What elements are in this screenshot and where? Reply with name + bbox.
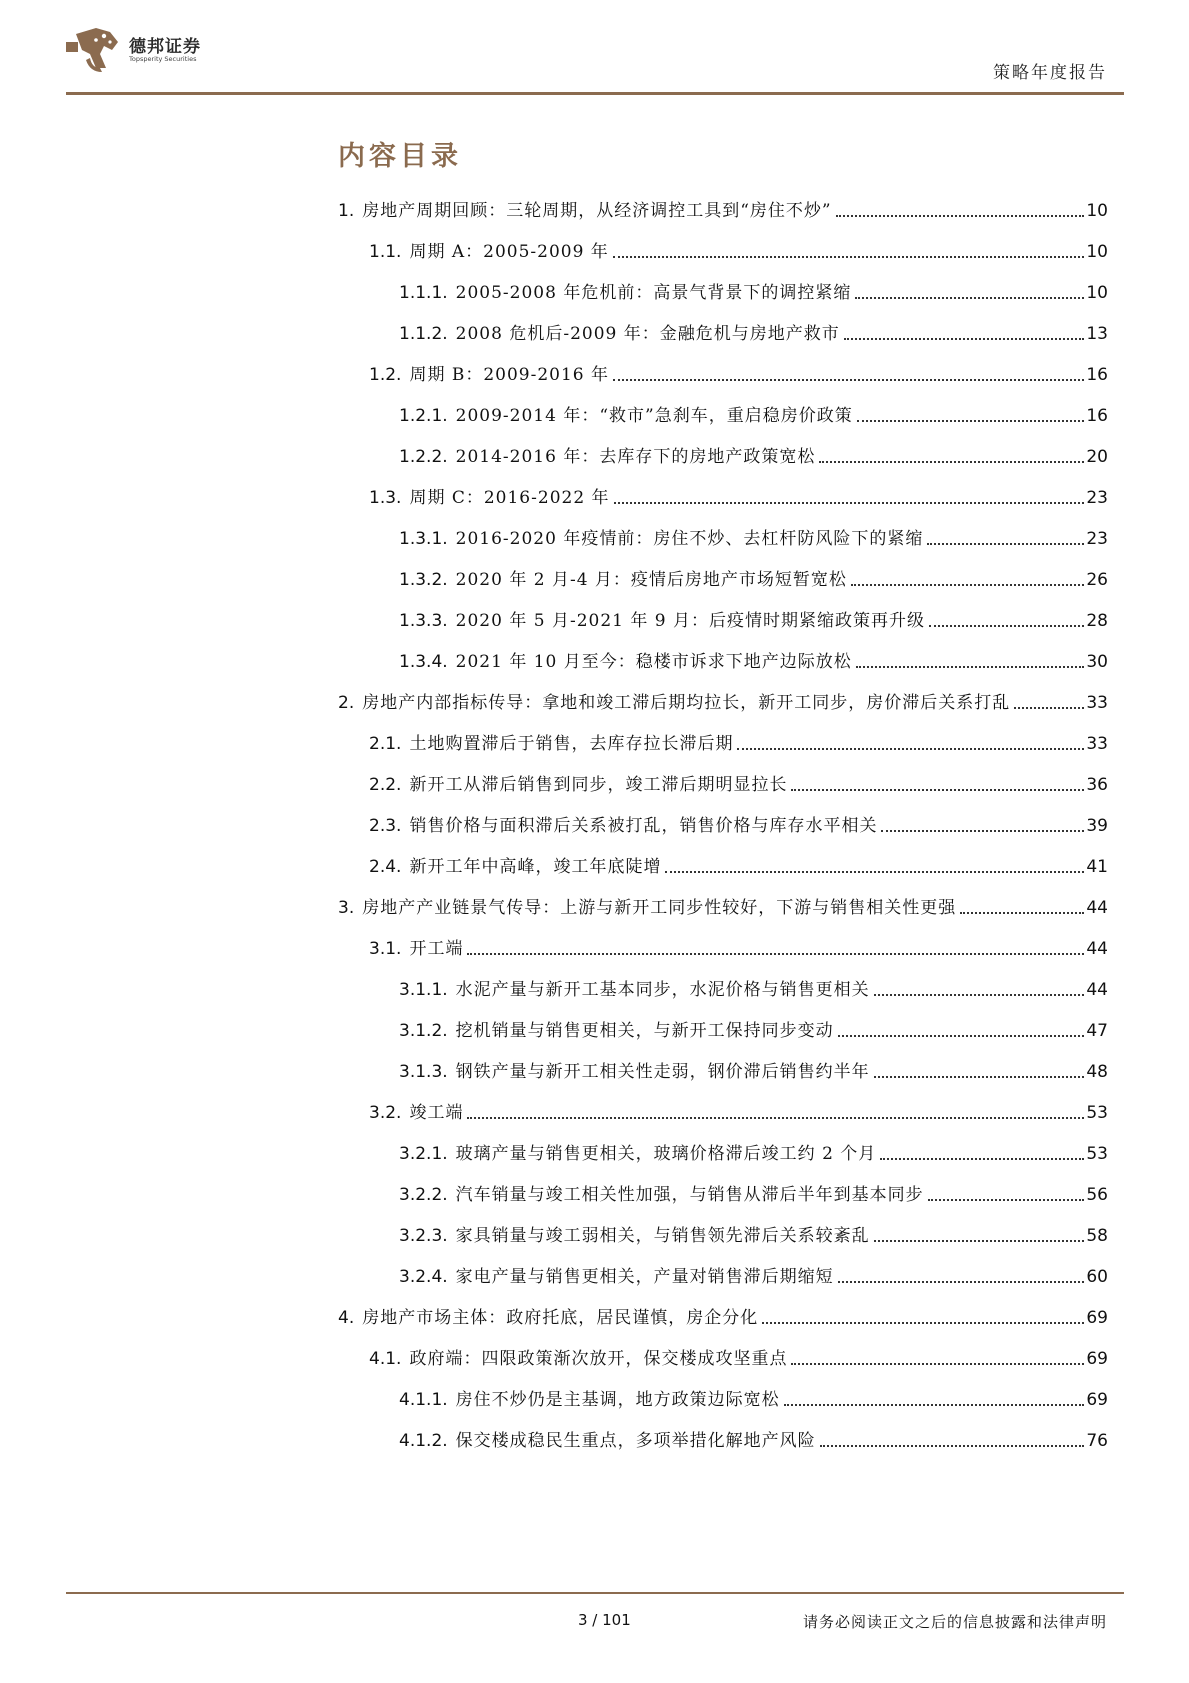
- toc-entry[interactable]: [338, 1299, 1108, 1329]
- toc-entry-page: 69: [1086, 1349, 1108, 1369]
- toc-dot-leader: [960, 912, 1084, 914]
- toc-entry[interactable]: [399, 1422, 1108, 1452]
- toc-entry-title: 周期 A：2005-2009 年: [409, 242, 609, 262]
- toc-dot-leader: [614, 502, 1085, 504]
- toc-entry-title: 开工端: [409, 939, 464, 959]
- toc-entry-page: 41: [1086, 857, 1108, 877]
- toc-entry[interactable]: [369, 930, 1108, 960]
- toc-entry-page: 33: [1086, 693, 1108, 713]
- toc-dot-leader: [857, 420, 1085, 422]
- toc-dot-leader: [874, 1240, 1085, 1242]
- toc-entry-title: 玻璃产量与销售更相关，玻璃价格滞后竣工约 2 个月: [455, 1144, 877, 1164]
- toc-entry-number: 2.4.: [369, 857, 402, 877]
- toc-entry-title: 挖机销量与销售更相关，与新开工保持同步变动: [455, 1021, 834, 1041]
- toc-entry-title: 销售价格与面积滞后关系被打乱，销售价格与库存水平相关: [409, 816, 878, 836]
- toc-dot-leader: [820, 1445, 1085, 1447]
- toc-entry-page: 23: [1086, 488, 1108, 508]
- toc-entry-number: 1.2.: [369, 365, 402, 385]
- toc-dot-leader: [844, 338, 1085, 340]
- toc-entry-title: 房地产周期回顾：三轮周期，从经济调控工具到“房住不炒”: [362, 201, 832, 221]
- header-divider: [66, 92, 1124, 95]
- toc-entry-title: 2008 危机后-2009 年：金融危机与房地产救市: [455, 324, 840, 344]
- toc-entry-number: 3.1.: [369, 939, 402, 959]
- horse-head-logo-icon: [66, 24, 124, 76]
- toc-entry-number: 3.1.2.: [399, 1021, 448, 1041]
- toc-entry-number: 3.2.: [369, 1103, 402, 1123]
- toc-entry-page: 56: [1086, 1185, 1108, 1205]
- toc-entry-title: 水泥产量与新开工基本同步，水泥价格与销售更相关: [455, 980, 870, 1000]
- toc-entry[interactable]: [399, 1135, 1108, 1165]
- company-name-cn: 德邦证券: [129, 37, 201, 57]
- toc-dot-leader: [613, 256, 1085, 258]
- toc-dot-leader: [856, 666, 1085, 668]
- toc-entry[interactable]: [399, 397, 1108, 427]
- toc-entry-title: 家具销量与竣工弱相关，与销售领先滞后关系较紊乱: [455, 1226, 870, 1246]
- toc-entry-number: 4.: [338, 1308, 355, 1328]
- toc-dot-leader: [874, 994, 1085, 996]
- toc-entry-title: 2020 年 5 月-2021 年 9 月：后疫情时期紧缩政策再升级: [455, 611, 925, 631]
- toc-dot-leader: [791, 789, 1084, 791]
- toc-entry-title: 竣工端: [409, 1103, 464, 1123]
- toc-entry-title: 2009-2014 年：“救市”急刹车，重启稳房价政策: [455, 406, 853, 426]
- toc-title: 内容目录: [338, 141, 462, 172]
- company-logo: [66, 24, 266, 84]
- toc-dot-leader: [1014, 707, 1084, 709]
- toc-dot-leader: [928, 1199, 1085, 1201]
- toc-entry-title: 房住不炒仍是主基调，地方政策边际宽松: [455, 1390, 780, 1410]
- toc-entry-title: 土地购置滞后于销售，去库存拉长滞后期: [409, 734, 734, 754]
- footer-divider: [66, 1592, 1124, 1594]
- toc-entry[interactable]: [369, 766, 1108, 796]
- toc-dot-leader: [851, 584, 1084, 586]
- toc-entry[interactable]: [399, 1381, 1108, 1411]
- toc-entry[interactable]: [369, 807, 1108, 837]
- toc-entry-page: 36: [1086, 775, 1108, 795]
- toc-dot-leader: [784, 1404, 1085, 1406]
- toc-entry-number: 1.2.2.: [399, 447, 448, 467]
- toc-entry-number: 4.1.1.: [399, 1390, 448, 1410]
- toc-entry[interactable]: [369, 1094, 1108, 1124]
- toc-entry[interactable]: [369, 1340, 1108, 1370]
- toc-entry-number: 1.3.3.: [399, 611, 448, 631]
- toc-entry-title: 2020 年 2 月-4 月：疫情后房地产市场短暂宽松: [455, 570, 847, 590]
- toc-dot-leader: [762, 1322, 1084, 1324]
- toc-dot-leader: [927, 543, 1084, 545]
- toc-dot-leader: [836, 215, 1085, 217]
- toc-dot-leader: [881, 830, 1084, 832]
- toc-entry-number: 1.2.1.: [399, 406, 448, 426]
- toc-entry-title: 周期 B：2009-2016 年: [409, 365, 610, 385]
- toc-entry-title: 家电产量与销售更相关，产量对销售滞后期缩短: [455, 1267, 834, 1287]
- report-type: 策略年度报告: [993, 63, 1107, 83]
- toc-entry[interactable]: [338, 192, 1108, 222]
- toc-entry-page: 13: [1086, 324, 1108, 344]
- toc-entry[interactable]: [338, 684, 1108, 714]
- toc-entry-title: 2021 年 10 月至今：稳楼市诉求下地产边际放松: [455, 652, 852, 672]
- toc-entry-number: 3.1.1.: [399, 980, 448, 1000]
- toc-entry-title: 钢铁产量与新开工相关性走弱，钢价滞后销售约半年: [455, 1062, 870, 1082]
- toc-entry-number: 3.2.1.: [399, 1144, 448, 1164]
- toc-entry-page: 47: [1086, 1021, 1108, 1041]
- toc-entry-number: 3.2.4.: [399, 1267, 448, 1287]
- toc-entry[interactable]: [369, 848, 1108, 878]
- toc-entry[interactable]: [399, 1176, 1108, 1206]
- toc-dot-leader: [467, 953, 1084, 955]
- footer-disclaimer: 请务必阅读正文之后的信息披露和法律声明: [802, 1613, 1107, 1631]
- toc-entry-page: 60: [1086, 1267, 1108, 1287]
- toc-entry-title: 新开工从滞后销售到同步，竣工滞后期明显拉长: [409, 775, 788, 795]
- toc-entry-title: 2005-2008 年危机前：高景气背景下的调控紧缩: [455, 283, 852, 303]
- toc-entry-title: 房地产市场主体：政府托底，居民谨慎，房企分化: [362, 1308, 759, 1328]
- toc-entry-title: 保交楼成稳民生重点，多项举措化解地产风险: [455, 1431, 816, 1451]
- toc-entry[interactable]: [399, 561, 1108, 591]
- toc-entry-number: 2.2.: [369, 775, 402, 795]
- toc-entry-number: 2.: [338, 693, 355, 713]
- toc-entry-title: 房地产产业链景气传导：上游与新开工同步性较好，下游与销售相关性更强: [362, 898, 957, 918]
- toc-entry-title: 2014-2016 年：去库存下的房地产政策宽松: [455, 447, 816, 467]
- toc-entry-number: 1.3.4.: [399, 652, 448, 672]
- toc-entry[interactable]: [399, 520, 1108, 550]
- toc-entry[interactable]: [399, 1217, 1108, 1247]
- toc-entry-number: 1.3.: [369, 488, 402, 508]
- toc-dot-leader: [838, 1281, 1085, 1283]
- toc-entry-page: 23: [1086, 529, 1108, 549]
- toc-dot-leader: [874, 1076, 1085, 1078]
- toc-entry-number: 1.: [338, 201, 355, 221]
- page-header: [0, 0, 1189, 100]
- toc-entry-page: 20: [1086, 447, 1108, 467]
- toc-entry-page: 58: [1086, 1226, 1108, 1246]
- toc-entry[interactable]: [369, 479, 1108, 509]
- toc-dot-leader: [880, 1158, 1084, 1160]
- toc-entry-page: 26: [1086, 570, 1108, 590]
- toc-entry-number: 3.1.3.: [399, 1062, 448, 1082]
- toc-entry-page: 16: [1086, 406, 1108, 426]
- toc-entry-page: 10: [1086, 283, 1108, 303]
- toc-entry-page: 39: [1086, 816, 1108, 836]
- toc-entry[interactable]: [369, 233, 1108, 263]
- toc-entry[interactable]: [399, 1053, 1108, 1083]
- toc-entry-page: 69: [1086, 1390, 1108, 1410]
- toc-entry-title: 汽车销量与竣工相关性加强，与销售从滞后半年到基本同步: [455, 1185, 924, 1205]
- toc-entry[interactable]: [399, 438, 1108, 468]
- toc-entry-number: 1.1.2.: [399, 324, 448, 344]
- toc-entry[interactable]: [369, 356, 1108, 386]
- toc-entry[interactable]: [399, 643, 1108, 673]
- toc-entry-title: 房地产内部指标传导：拿地和竣工滞后期均拉长，新开工同步，房价滞后关系打乱: [362, 693, 1011, 713]
- toc-dot-leader: [929, 625, 1084, 627]
- page-number: 3 / 101: [578, 1611, 631, 1629]
- toc-entry-page: 44: [1086, 939, 1108, 959]
- toc-entry-number: 1.1.1.: [399, 283, 448, 303]
- toc-entry-page: 53: [1086, 1144, 1108, 1164]
- toc-dot-leader: [467, 1117, 1084, 1119]
- toc-entry-title: 周期 C：2016-2022 年: [409, 488, 610, 508]
- toc-entry[interactable]: [399, 1012, 1108, 1042]
- toc-entry-number: 2.1.: [369, 734, 402, 754]
- toc-entry-number: 4.1.2.: [399, 1431, 448, 1451]
- toc-entry-number: 4.1.: [369, 1349, 402, 1369]
- toc-entry-page: 30: [1086, 652, 1108, 672]
- toc-entry-page: 44: [1086, 980, 1108, 1000]
- toc-entry-page: 69: [1086, 1308, 1108, 1328]
- toc-entry-number: 1.3.1.: [399, 529, 448, 549]
- toc-entry-page: 10: [1086, 201, 1108, 221]
- toc-entry-page: 53: [1086, 1103, 1108, 1123]
- toc-entry[interactable]: [369, 725, 1108, 755]
- toc-entry-number: 3.2.3.: [399, 1226, 448, 1246]
- toc-entry[interactable]: [399, 1258, 1108, 1288]
- toc-entry-title: 2016-2020 年疫情前：房住不炒、去杠杆防风险下的紧缩: [455, 529, 924, 549]
- toc-entry-number: 2.3.: [369, 816, 402, 836]
- toc-entry-page: 16: [1086, 365, 1108, 385]
- toc-entry-page: 76: [1086, 1431, 1108, 1451]
- toc-entry-page: 33: [1086, 734, 1108, 754]
- toc-dot-leader: [737, 748, 1084, 750]
- toc-entry[interactable]: [399, 602, 1108, 632]
- toc-dot-leader: [665, 871, 1084, 873]
- toc-entry[interactable]: [399, 971, 1108, 1001]
- toc-entry-title: 政府端：四限政策渐次放开，保交楼成攻坚重点: [409, 1349, 788, 1369]
- toc-entry-page: 28: [1086, 611, 1108, 631]
- toc-entry-number: 3.: [338, 898, 355, 918]
- company-name-en: Topsperity Securities: [129, 55, 197, 63]
- toc-entry-page: 10: [1086, 242, 1108, 262]
- toc-entry[interactable]: [399, 274, 1108, 304]
- toc-entry-page: 44: [1086, 898, 1108, 918]
- toc-dot-leader: [838, 1035, 1085, 1037]
- toc-entry-number: 1.1.: [369, 242, 402, 262]
- toc-entry-number: 1.3.2.: [399, 570, 448, 590]
- toc-dot-leader: [819, 461, 1084, 463]
- toc-entry-page: 48: [1086, 1062, 1108, 1082]
- toc-entry-title: 新开工年中高峰，竣工年底陡增: [409, 857, 662, 877]
- toc-entry[interactable]: [399, 315, 1108, 345]
- toc-entry[interactable]: [338, 889, 1108, 919]
- toc-dot-leader: [613, 379, 1084, 381]
- toc-dot-leader: [791, 1363, 1084, 1365]
- toc-dot-leader: [855, 297, 1084, 299]
- toc-entry-number: 3.2.2.: [399, 1185, 448, 1205]
